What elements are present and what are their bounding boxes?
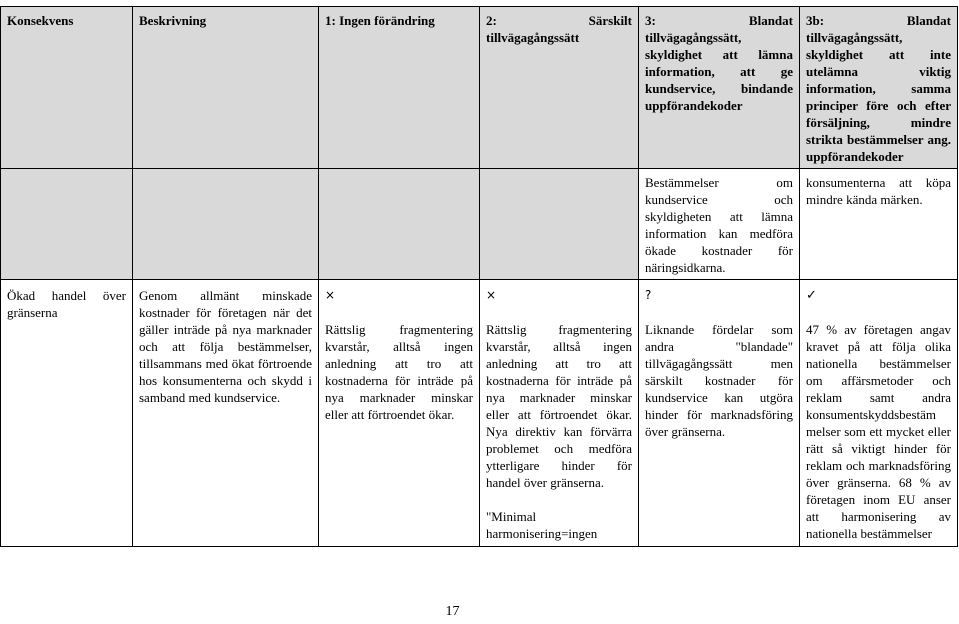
empty-cell <box>480 169 639 280</box>
empty-cell <box>133 169 319 280</box>
description-cell: Genom allmänt minskade kostnader för företagen när det gäller inträde på nya marknader och att följa bestämmelser, tillsammans med ökat förtroende hos konsumenterna och skydd i samband med kundservice. <box>133 280 319 547</box>
header-consequence: Konsekvens <box>1 7 133 169</box>
option-2-text: Rättslig fragmentering kvarstår, alltså ingen anledning att tro att kostnaderna för inträde på nya marknader minskar eller att förtroendet ökar. Nya direktiv kan förvärra problemet och medföra ytterligare hinder för handel över gränserna. <box>486 322 632 490</box>
option-3-continuation: Bestämmelser om kundservice och skyldigheten att lämna information kan medföra ökade kostnader för näringsidkarna. <box>639 169 800 280</box>
option-3b-continuation: konsumenterna att köpa mindre kända märken. <box>800 169 958 280</box>
option-3-cell <box>639 280 800 547</box>
header-description: Beskrivning <box>133 7 319 169</box>
option-3-text: Liknande fördelar som andra "blandade" tillvägagångssätt men särskilt kostnader för kundservice kan utgöra hinder för marknadsföring över gränserna. <box>645 322 793 439</box>
table-row <box>1 280 958 547</box>
option-1-cell <box>319 280 480 547</box>
cross-icon: × <box>325 288 336 302</box>
cross-icon: × <box>486 288 497 302</box>
question-mark-icon: ? <box>645 288 652 302</box>
page-number: 17 <box>445 604 460 619</box>
check-icon: ✓ <box>806 288 817 303</box>
option-3b-text: 47 % av företagen angav kravet på att följa olika nationella bestämmelser om affärsmetoder och reklam samt andra konsumentskyddsbestäm melser som ett mycket eller rätt så viktigt hinder för reklam och marknadsföring över gränserna. 68 % av företagen inom EU anser att harmonisering av nationella bestämmelser <box>806 322 951 541</box>
table-header-row <box>1 7 958 169</box>
header-option-3: 3: Blandat tillvägagångssätt, skyldighet att lämna information, att ge kundservice, bindande uppförandekoder <box>639 7 800 169</box>
impact-assessment-table <box>0 6 958 547</box>
option-1-text: Rättslig fragmentering kvarstår, alltså ingen anledning att tro att kostnaderna för inträde på nya marknader minskar eller att förtroendet ökar. <box>325 322 473 422</box>
header-option-3b: 3b: Blandat tillvägagångssätt, skyldighet att inte utelämna viktig information, samma principer före och efter försäljning, mindre strikta bestämmelser ang. uppförandekoder <box>800 7 958 169</box>
empty-cell <box>1 169 133 280</box>
empty-cell <box>319 169 480 280</box>
consequence-cell: Ökad handel över gränserna <box>1 280 133 547</box>
header-option-1: 1: Ingen förändring <box>319 7 480 169</box>
option-2-quote: "Minimal harmonisering=ingen <box>486 509 598 541</box>
option-3b-cell <box>800 280 958 547</box>
header-option-2: 2: Särskilt tillvägagångssätt <box>480 7 639 169</box>
option-2-cell <box>480 280 639 547</box>
continuation-row <box>1 169 958 280</box>
